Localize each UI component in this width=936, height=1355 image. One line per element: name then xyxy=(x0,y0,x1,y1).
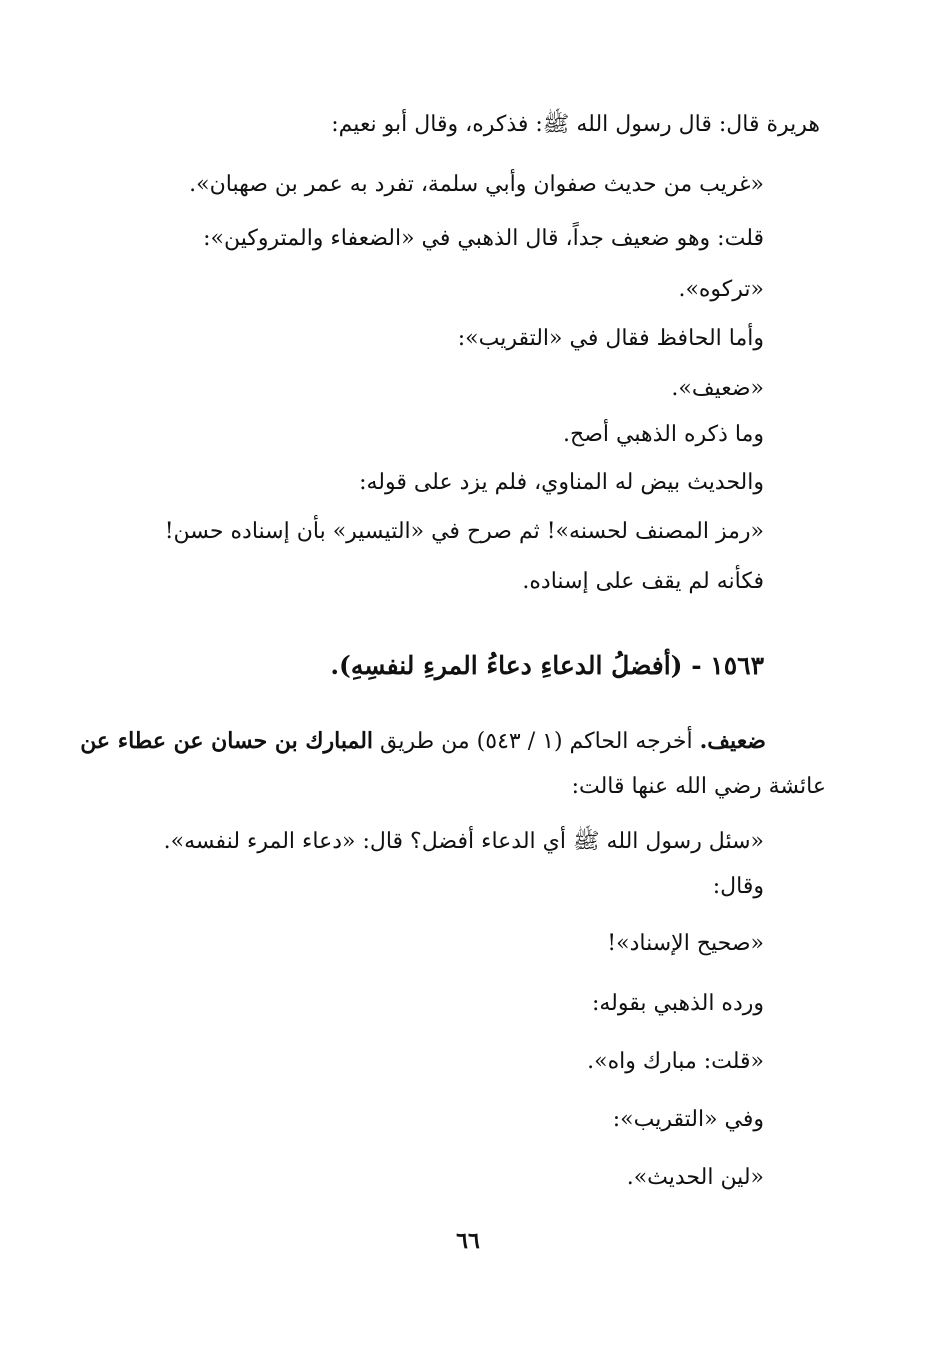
hadith-line-9: «لين الحديث». xyxy=(626,1165,764,1190)
hadith-takhrij-line xyxy=(80,726,766,757)
hadith-line-8: وفي «التقريب»: xyxy=(612,1107,764,1132)
text-line-6: «ضعيف». xyxy=(671,376,764,401)
text-line-4: «تركوه». xyxy=(678,277,764,302)
text-line-8: والحديث بيض له المناوي، فلم يزد على قوله: xyxy=(359,470,764,495)
hadith-line-2: عائشة رضي الله عنها قالت: xyxy=(571,774,826,799)
text-line-2: «غريب من حديث صفوان وأبي سلمة، تفرد به عمر بن صهبان». xyxy=(189,172,764,197)
hadith-heading: ١٥٦٣ - (أفضلُ الدعاءِ دعاءُ المرءِ لنفسِهِ). xyxy=(330,651,764,680)
text-line-5: وأما الحافظ فقال في «التقريب»: xyxy=(457,326,764,351)
text-line-3: قلت: وهو ضعيف جداً، قال الذهبي في «الضعفاء والمتروكين»: xyxy=(203,226,764,251)
hadith-line-4: وقال: xyxy=(712,874,764,899)
hadith-line-7: «قلت: مبارك واه». xyxy=(587,1049,764,1074)
hadith-line-6: ورده الذهبي بقوله: xyxy=(591,991,764,1016)
text-line-1: هريرة قال: قال رسول الله ﷺ: فذكره، وقال أبو نعيم: xyxy=(331,112,820,137)
text-line-9: «رمز المصنف لحسنه»! ثم صرح في «التيسير» بأن إسناده حسن! xyxy=(164,519,764,544)
text-line-7: وما ذكره الذهبي أصح. xyxy=(563,422,764,447)
hadith-line-3: «سئل رسول الله ﷺ أي الدعاء أفضل؟ قال: «دعاء المرء لنفسه». xyxy=(163,829,764,854)
hadith-takhrij-narrators: المبارك بن حسان عن عطاء عن xyxy=(80,728,374,754)
hadith-line-5: «صحيح الإسناد»! xyxy=(607,931,764,956)
hadith-takhrij-start: أخرجه الحاكم (١ / ٥٤٣) من طريق xyxy=(380,729,693,754)
text-line-10: فكأنه لم يقف على إسناده. xyxy=(522,569,764,594)
page-number: ٦٦ xyxy=(456,1228,480,1254)
hadith-grade: ضعيف. xyxy=(699,728,766,754)
